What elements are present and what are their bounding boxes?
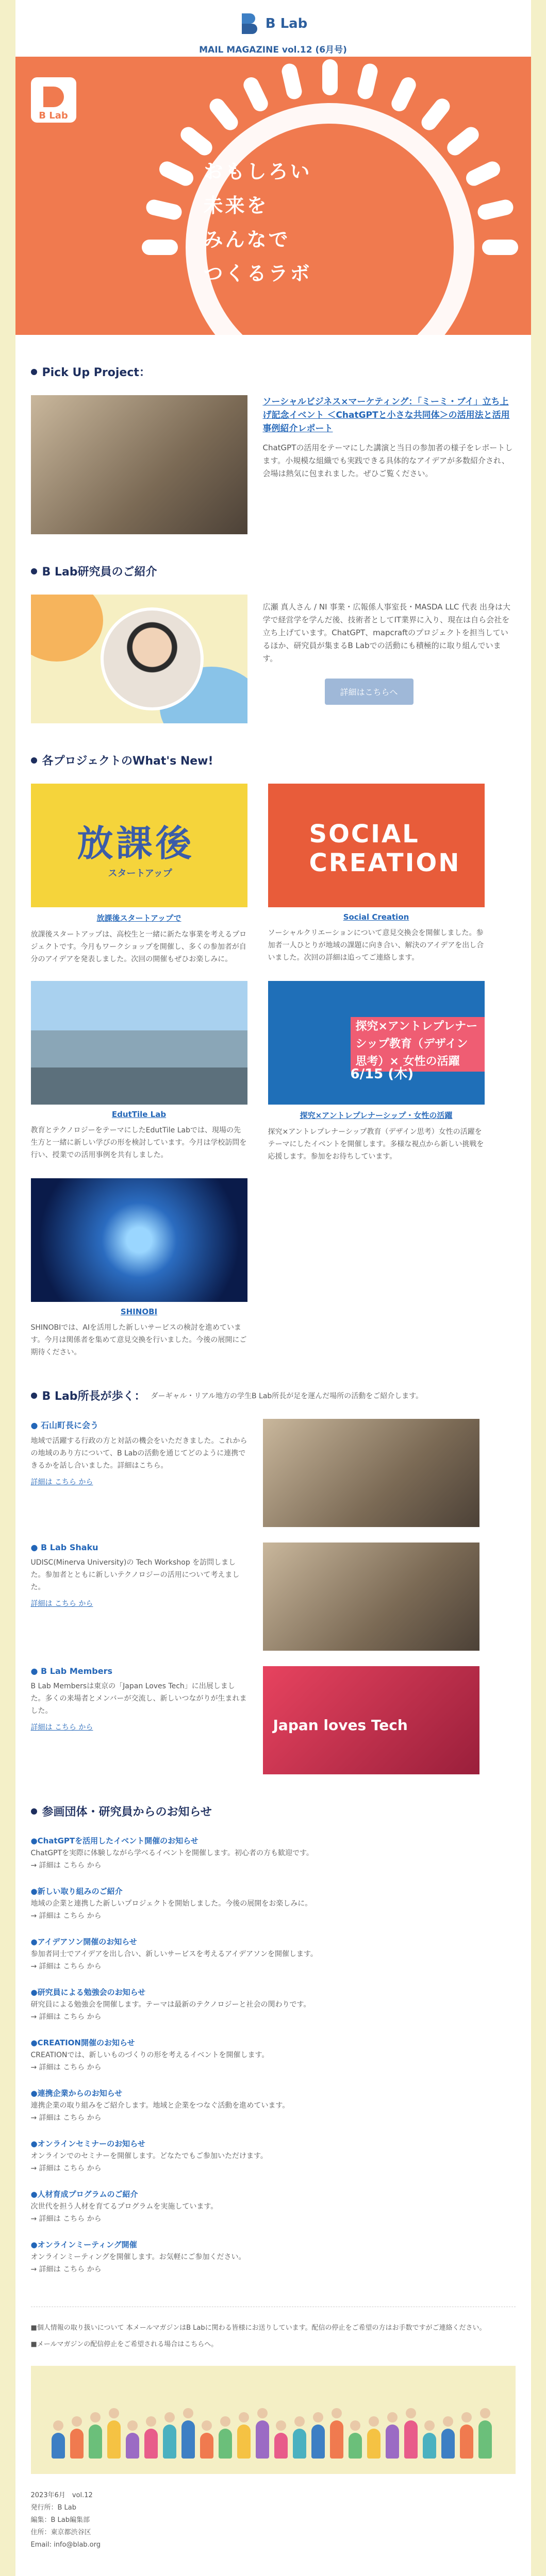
person-head <box>127 2420 138 2431</box>
project-card <box>31 784 247 965</box>
b-icon <box>43 87 64 107</box>
image-date: 6/15 (木) <box>350 1066 414 1082</box>
person-head <box>443 2416 453 2427</box>
person-head <box>387 2412 398 2422</box>
sun-ray <box>157 159 196 188</box>
news-title[interactable]: ●アイデアソン開催のお知らせ <box>30 1937 137 1946</box>
pickup-photo[interactable] <box>31 395 247 534</box>
section-title-text: 参画団体・研究員からのお知らせ <box>42 1806 212 1819</box>
news-title[interactable]: ●ChatGPTを活用したイベント開催のお知らせ <box>30 1836 198 1845</box>
person-figure <box>256 2420 269 2459</box>
person-figure <box>386 2425 399 2459</box>
bullet-icon <box>31 369 37 375</box>
bullet-icon <box>31 1393 37 1399</box>
hero-banner <box>15 57 531 335</box>
section-title <box>31 563 516 579</box>
person-head <box>109 2408 119 2418</box>
project-desc: 探究×アントレプレナーシップ教育（デザイン思考）女性の活躍をテーマにしたイベントを開催します。多様な視点から新しい挑戦を応援します。参加をお待ちしています。 <box>268 1128 484 1161</box>
walk-title: ● 石山町長に会う <box>30 1420 99 1430</box>
sun-ray <box>356 62 379 101</box>
person-figure <box>52 2433 65 2459</box>
news-more-link[interactable]: → 詳細は こちら から <box>30 2164 102 2173</box>
project-caption-link[interactable]: Social Creation <box>343 912 409 922</box>
person-head <box>183 2408 193 2418</box>
avatar <box>101 607 204 710</box>
person-figure <box>441 2429 455 2459</box>
person-head <box>406 2408 416 2418</box>
walk-photo <box>263 1666 479 1774</box>
section-title-text: B Lab所長が歩く： <box>42 1390 146 1403</box>
news-more-link[interactable]: → 詳細は こちら から <box>30 1912 102 1920</box>
person-head <box>276 2420 286 2431</box>
header <box>15 0 531 57</box>
member-photo <box>31 595 247 723</box>
project-caption-link[interactable]: 探究×アントレプレナーシップ・女性の活躍 <box>300 1111 453 1120</box>
image-title: SOCIAL CREATION <box>309 820 461 877</box>
hero-logo <box>31 77 76 123</box>
news-title[interactable]: ●新しい取り組みのご紹介 <box>30 1887 123 1896</box>
sun-ray <box>144 198 183 221</box>
member-body: 広瀬 真人さん / NI 事業・広報係人事室長・MASDA LLC 代表 出身は大学で経営学を学んだ後、技術者としてIT業界に入り、現在は自ら会社を立ち上げています。ChatGPT、mapcraftのプロジェクトを担当しているほか、研究員が集まるB Labでの活動にも積極的に取り組んでいます。 <box>262 602 511 663</box>
sun-ray <box>322 59 338 95</box>
issue-label: MAIL MAGAZINE vol.12 (6月号) <box>199 45 347 55</box>
news-more-link[interactable]: → 詳細は こちら から <box>30 1962 102 1971</box>
footer-illustration <box>31 2366 516 2474</box>
person-figure <box>349 2433 362 2459</box>
news-body: CREATIONでは、新しいものづくりの形を考えるイベントを開催します。 <box>30 2051 269 2059</box>
person-figure <box>478 2420 492 2459</box>
project-card <box>31 981 247 1163</box>
bullet-icon <box>31 568 37 574</box>
logo-text: B Lab <box>265 16 308 31</box>
hero-logo-text: B Lab <box>39 110 68 121</box>
project-card <box>31 1178 247 1359</box>
news-body: ChatGPTを実際に体験しながら学べるイベントを開催します。初心者の方も歓迎です。 <box>30 1849 313 1857</box>
walk-photo <box>263 1419 479 1527</box>
hero-line: おもしろい <box>203 160 312 183</box>
person-head <box>294 2416 305 2427</box>
bullet-icon <box>31 1808 37 1815</box>
walk-body: UDISC(Minerva University)の Tech Workshop を訪問しました。参加者とともに新しいテクノロジーの活用について考えました。 <box>30 1558 240 1591</box>
sun-ray <box>280 62 304 101</box>
walk-more-link[interactable]: 詳細は こちら から <box>30 1723 93 1732</box>
sun-ray <box>241 75 271 114</box>
news-title[interactable]: ●CREATION開催のお知らせ <box>30 2038 135 2047</box>
walk-body: B Lab Membersは東京の「Japan Loves Tech」に出展しました。多くの来場者とメンバーが交流し、新しいつながりが生まれました。 <box>30 1682 247 1715</box>
section-title-text: B Lab研究員のご紹介 <box>42 566 157 579</box>
project-desc: 放課後スタートアップは、高校生と一緒に新たな事業を考えるプロジェクトです。今月もワークショップを開催し、多くの参加者が自分のアイデアを発表しました。次回の開催もぜひお楽しみに。 <box>30 930 247 963</box>
section-subtitle: ダーギャル・リアル地方の学生B Lab所長が足を運んだ場所の活動をご紹介します。 <box>151 1392 423 1400</box>
news-more-link[interactable]: → 詳細は こちら から <box>30 2013 102 2021</box>
person-head <box>239 2412 249 2422</box>
sun-ray <box>482 240 518 255</box>
person-figure <box>311 2425 325 2459</box>
colophon <box>31 2489 516 2551</box>
hero-line: 未来を <box>203 194 269 217</box>
project-desc: ソーシャルクリエーションについて意見交換会を開催しました。参加者一人ひとりが地域の課題に向き合い、解決のアイデアを出し合いました。次回の詳細は追ってご連絡します。 <box>268 929 484 962</box>
colophon-line: 住所：東京都渋谷区 <box>30 2529 91 2536</box>
person-figure <box>423 2433 436 2459</box>
news-more-link[interactable]: → 詳細は こちら から <box>30 2114 102 2122</box>
person-head <box>220 2416 230 2427</box>
project-caption-link[interactable]: SHINOBI <box>120 1307 158 1316</box>
member-detail-button[interactable]: 詳細はこちらへ <box>325 679 413 705</box>
walk-body: 地域で活躍する行政の方と対話の機会をいただきました。これからの地域のあり方について、B Labの活動を通じてどのように連携できるかを話し合いました。詳細はこちら。 <box>30 1437 247 1470</box>
project-image[interactable] <box>268 981 485 1105</box>
footer-note <box>31 2307 516 2350</box>
person-figure <box>367 2429 380 2459</box>
person-figure <box>126 2433 139 2459</box>
project-image[interactable] <box>31 784 247 907</box>
person-figure <box>89 2425 102 2459</box>
colophon-line: 2023年6月 vol.12 <box>30 2492 93 2499</box>
person-figure <box>163 2425 176 2459</box>
footer-note-text: ■メールマガジンの配信停止をご希望される場合はこちらへ。 <box>30 2341 218 2348</box>
person-head <box>146 2416 156 2427</box>
person-head <box>369 2416 379 2427</box>
news-body: 研究員による勉強会を開催します。テーマは最新のテクノロジーと社会の関わりです。 <box>30 2001 311 2009</box>
person-figure <box>70 2429 84 2459</box>
news-body: 連携企業の取り組みをご紹介します。地域と企業をつなぐ活動を進めています。 <box>30 2102 290 2110</box>
news-more-link[interactable]: → 詳細は こちら から <box>30 2215 102 2223</box>
person-head <box>332 2408 342 2418</box>
person-figure <box>293 2429 306 2459</box>
walk-title: ● B Lab Shaku <box>30 1543 98 1552</box>
person-head <box>257 2408 268 2418</box>
sun-ray <box>476 198 515 221</box>
person-head <box>72 2416 82 2427</box>
person-figure <box>460 2425 473 2459</box>
news-body: 次世代を担う人材を育てるプログラムを実施しています。 <box>30 2202 218 2211</box>
news-body: オンラインでのセミナーを開催します。どなたでもご参加いただけます。 <box>30 2152 268 2160</box>
walk-item <box>31 1543 516 1651</box>
hero-line: みんなで <box>203 228 290 251</box>
person-figure <box>107 2420 121 2459</box>
person-head <box>164 2412 175 2422</box>
project-desc: 教育とテクノロジーをテーマにしたEdutTile Labでは、現場の先生方と一緒に新しい学びの形を検討しています。今月は学校訪問を行い、授業での活用事例を共有しました。 <box>30 1126 247 1159</box>
section-title <box>31 752 516 768</box>
pickup-section <box>15 364 531 2551</box>
news-title[interactable]: ●オンラインミーティング開催 <box>30 2240 137 2249</box>
image-title: 放課後 <box>77 822 195 865</box>
person-figure <box>181 2420 195 2459</box>
walk-item <box>31 1419 516 1527</box>
sun-ray <box>389 75 418 114</box>
section-title-text: 各プロジェクトのWhat's New! <box>42 755 213 768</box>
bullet-icon <box>31 757 37 764</box>
logo[interactable] <box>239 12 308 35</box>
hero-copy <box>204 155 312 291</box>
project-image[interactable] <box>268 784 485 907</box>
pickup-body: ChatGPTの活用をテーマにした講演と当日の参加者の様子をレポートします。小規模な組織でも実践できる具体的なアイデアが多数紹介され、会場は熱気に包まれました。ぜひご覧ください。 <box>262 443 513 478</box>
news-body: 地域の企業と連携した新しいプロジェクトを開始しました。今後の展開をお楽しみに。 <box>30 1900 312 1908</box>
section-title <box>31 364 516 380</box>
news-body: オンラインミーティングを開催します。お気軽にご参加ください。 <box>30 2253 246 2261</box>
news-body: 参加者同士でアイデアを出し合い、新しいサービスを考えるアイデアソンを開催します。 <box>30 1950 318 1958</box>
person-figure <box>219 2429 232 2459</box>
section-title <box>31 1387 516 1403</box>
person-head <box>53 2420 63 2431</box>
walk-more-link[interactable]: 詳細は こちら から <box>30 1600 93 1608</box>
sun-ray <box>178 124 216 159</box>
news-more-link[interactable]: → 詳細は こちら から <box>30 2063 102 2072</box>
person-figure <box>404 2420 418 2459</box>
section-title-text: Pick Up Project： <box>42 366 151 379</box>
colophon-line: 編集：B Lab編集部 <box>30 2516 90 2524</box>
walk-photo <box>263 1543 479 1651</box>
project-desc: SHINOBIでは、AIを活用した新しいサービスの検討を進めています。今月は関係者を集めて意見交換を行いました。今後の展開にご期待ください。 <box>30 1324 247 1357</box>
project-card <box>268 784 485 965</box>
colophon-line: Email: info@blab.org <box>30 2541 101 2549</box>
project-caption-link[interactable]: 放課後スタートアップで <box>96 913 181 923</box>
person-head <box>202 2420 212 2431</box>
colophon-line: 発行所：B Lab <box>30 2504 77 2512</box>
person-head <box>424 2420 435 2431</box>
person-head <box>90 2412 101 2422</box>
project-card <box>268 981 485 1163</box>
sun-ray <box>142 240 178 255</box>
newsletter <box>15 0 531 2576</box>
news-title[interactable]: ●研究員による勉強会のお知らせ <box>30 1988 146 1997</box>
image-subtitle: スタートアップ <box>108 868 172 879</box>
news-list <box>31 1835 516 2276</box>
pickup-title-link[interactable]: ソーシャルビジネス×マーケティング：「ミーミ・ブイ」立ち上げ記念イベント ＜ChatGPTと小さな共同体＞の活用法と活用事例紹介レポート <box>262 397 510 434</box>
person-figure <box>237 2425 251 2459</box>
blab-logo-icon <box>239 12 261 35</box>
walk-item <box>31 1666 516 1774</box>
sun-ray <box>206 95 241 133</box>
walk-more-link[interactable]: 詳細は こちら から <box>30 1478 93 1486</box>
person-head <box>350 2420 360 2431</box>
projects-grid <box>31 784 516 1359</box>
person-head <box>313 2412 323 2422</box>
project-image[interactable] <box>31 981 247 1105</box>
hero-line: つくるラボ <box>203 262 312 285</box>
sun-ray <box>464 159 503 188</box>
section-title <box>31 1803 516 1819</box>
project-caption-link[interactable]: EdutTile Lab <box>111 1110 167 1119</box>
project-image[interactable] <box>31 1178 247 1302</box>
sun-ray <box>444 124 482 159</box>
person-figure <box>330 2420 343 2459</box>
news-title[interactable]: ●オンラインセミナーのお知らせ <box>30 2139 145 2148</box>
walk-title: ● B Lab Members <box>30 1666 112 1676</box>
person-figure <box>274 2433 288 2459</box>
person-figure <box>144 2429 158 2459</box>
person-head <box>461 2412 472 2422</box>
person-figure <box>200 2433 213 2459</box>
person-head <box>480 2408 490 2418</box>
image-title: 探究×アントレプレナーシップ教育（デザイン思考）× 女性の活躍 <box>351 1017 485 1072</box>
news-title[interactable]: ●連携企業からのお知らせ <box>30 2089 123 2098</box>
footer-note-text: ■個人情報の取り扱いについて 本メールマガジンはB Labに関わる皆様にお送りしています。配信の停止をご希望の方はお手数ですがご連絡ください。 <box>30 2324 486 2332</box>
news-more-link[interactable]: → 詳細は こちら から <box>30 1861 102 1870</box>
news-more-link[interactable]: → 詳細は こちら から <box>30 2265 102 2274</box>
image-text: Japan loves Tech <box>273 1717 408 1734</box>
news-title[interactable]: ●人材育成プログラムのご紹介 <box>30 2190 138 2199</box>
sun-ray <box>419 95 453 133</box>
